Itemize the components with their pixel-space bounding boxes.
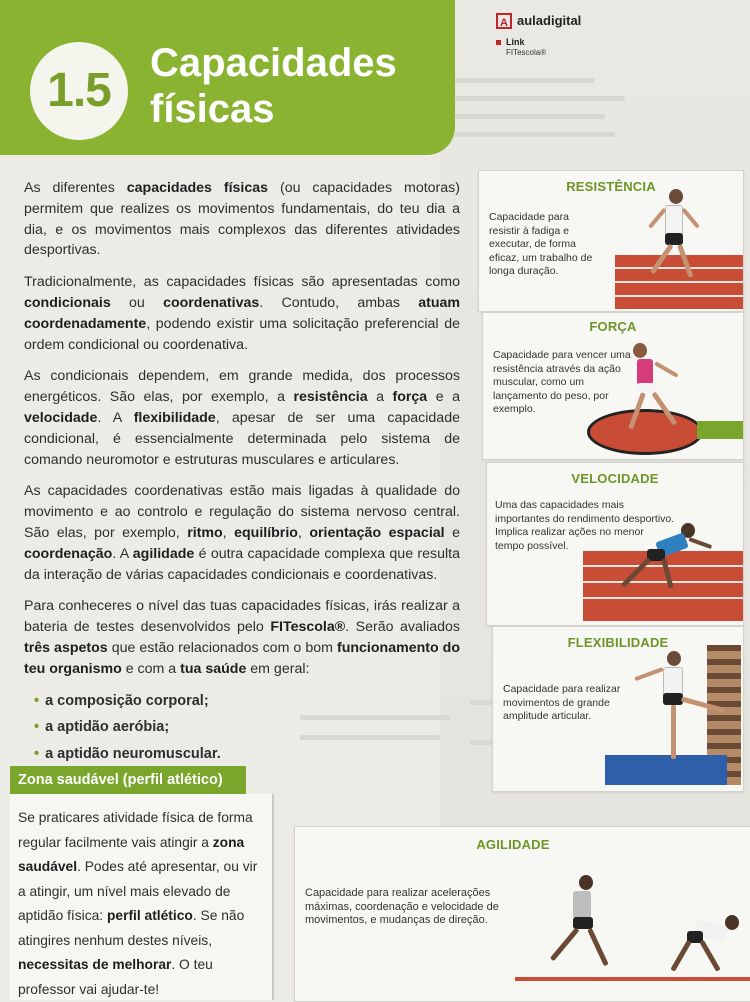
bold-term: agilidade [132, 545, 195, 562]
text-run: Se praticares atividade física de forma regular facilmente vais atingir a [18, 810, 253, 850]
title-line-1: Capacidades [150, 41, 397, 85]
card-agilidade [294, 826, 750, 1002]
card-description: Capacidade para realizar acelerações máximas, coordenação e velocidade de movimentos, e mudanças de direção. [305, 887, 499, 926]
agility-runner-2 [665, 909, 745, 979]
bold-term: atuam coordenadamente [24, 294, 460, 332]
text-run: e [444, 524, 460, 541]
card-title: FORÇA [589, 319, 637, 334]
section-number: 1.5 [30, 42, 128, 140]
text-run: As capacidades coordenativas estão mais ligadas à qualidade do movimento e ao controlo e regulação do sistema nervoso central. São elas, por exemplo, [24, 483, 460, 541]
text-run: Para conheceres o nível das tuas capacidades físicas, irás realizar a bateria de testes desenvolvidos pelo [24, 598, 460, 636]
bold-term: tua saúde [180, 660, 247, 677]
bold-term: orientação espacial [309, 524, 445, 541]
card-description: Uma das capacidades mais importantes do rendimento desportivo. Implica realizar ações no menor tempo possível. [495, 499, 675, 552]
text-run: e a [427, 389, 460, 406]
aula-digital[interactable] [496, 12, 581, 29]
bold-term: condicionais [24, 294, 111, 311]
aula-digital-brand: auladigital [517, 13, 582, 29]
paragraph-2 [24, 272, 460, 355]
aula-digital-logo-icon: A [496, 13, 512, 29]
text-run: que estão relacionados com o bom [107, 639, 337, 656]
card-resistencia [478, 170, 744, 312]
list-item: • a composição corporal; [34, 691, 460, 712]
bold-term: equilíbrio [234, 524, 298, 541]
bold-term: FITescola® [270, 619, 346, 636]
card-description: Capacidade para realizar movimentos de grande amplitude articular. [503, 683, 621, 722]
bold-term: funcionamento do teu organismo [24, 639, 460, 677]
text-run: , [297, 524, 310, 541]
sprinter-figure [617, 523, 717, 613]
bold-term: resistência [293, 389, 368, 406]
card-title: FLEXIBILIDADE [567, 635, 669, 650]
grass-sector [697, 421, 743, 439]
text-run: , apesar de ser uma capacidade condicional, é essencialmente determinada pelo sistema de comando neuromotor e estruturas musculares e articulares. [24, 409, 460, 468]
paragraph-1 [24, 178, 460, 261]
text-run: e com a [121, 660, 181, 677]
title-line-2: físicas [150, 87, 275, 131]
text-run: , podendo existir uma solicitação preferencial de ordem condicional ou coordenativa. [24, 315, 460, 353]
thrower-figure [623, 343, 703, 443]
text-run: . A [97, 409, 134, 426]
bold-term: flexibilidade [133, 409, 216, 426]
card-velocidade [486, 462, 744, 626]
text-run: . A [112, 545, 133, 562]
runner-figure [639, 189, 709, 289]
main-text [24, 178, 460, 771]
aspects-list [24, 691, 460, 765]
text-run: As diferentes [24, 180, 127, 196]
list-item: • a aptidão aeróbia; [34, 717, 460, 738]
text-run: em geral: [246, 660, 310, 677]
paragraph-3 [24, 366, 460, 470]
bold-term: perfil atlético [106, 908, 193, 923]
list-item: • a aptidão neuromuscular. [34, 744, 460, 765]
bold-term: ritmo [187, 524, 223, 541]
text-run: As condicionais dependem, em grande medida, dos processos energéticos. São elas, por exemplo, a [24, 368, 460, 406]
zona-title: Zona saudável (perfil atlético) [10, 766, 246, 794]
text-run: (ou capacidades motoras) permitem que realizes os movimentos fundamentais, do teu dia a dia, e os movimentos mais complexos das diferentes atividades desportivas. [24, 180, 460, 259]
agility-runner-1 [545, 875, 615, 975]
stretching-figure [613, 651, 723, 761]
text-run: . Serão avaliados [345, 619, 460, 636]
card-title: RESISTÊNCIA [566, 179, 656, 194]
bold-term: zona saudável [18, 834, 245, 874]
link-target[interactable]: FITescola® [506, 48, 547, 57]
text-run: . Contudo, ambas [259, 294, 419, 311]
bold-term: necessitas de melhorar [18, 957, 172, 972]
bold-term: coordenação [24, 545, 113, 562]
text-run: Tradicionalmente, as capacidades físicas são apresentadas como [24, 274, 460, 291]
text-run: . Podes até apresentar, ou vir a atingir, um nível mais elevado de aptidão física: [18, 859, 258, 923]
bold-term: força [392, 389, 428, 406]
text-run: ou [110, 294, 164, 311]
paragraph-4 [24, 481, 460, 585]
paragraph-5 [24, 596, 460, 679]
card-description: Capacidade para vencer uma resistência através da ação muscular, como um lançamento do peso, por exemplo. [493, 349, 631, 415]
text-run: é outra capacidade complexa que resulta da interação de várias capacidades condicionais e coordenativas. [24, 545, 460, 583]
text-run: a [367, 389, 393, 406]
text-run: , [222, 524, 235, 541]
zona-text [18, 806, 258, 1002]
card-flexibilidade [492, 626, 744, 792]
link-label[interactable]: Link [496, 37, 525, 47]
text-run: . O teu professor vai ajudar-te! [18, 957, 213, 997]
bold-term: velocidade [24, 409, 98, 426]
text-run: . Se não atingires nenhum destes níveis, [18, 908, 245, 948]
card-title: VELOCIDADE [571, 471, 659, 486]
card-description: Capacidade para resistir à fadiga e executar, de forma eficaz, um trabalho de longa duração. [489, 211, 593, 277]
bold-term: capacidades físicas [126, 180, 269, 196]
bold-term: três aspetos [24, 639, 108, 656]
bold-term: coordenativas [163, 294, 260, 311]
card-forca [482, 312, 744, 460]
card-title: AGILIDADE [476, 837, 550, 852]
page-title [150, 40, 397, 132]
